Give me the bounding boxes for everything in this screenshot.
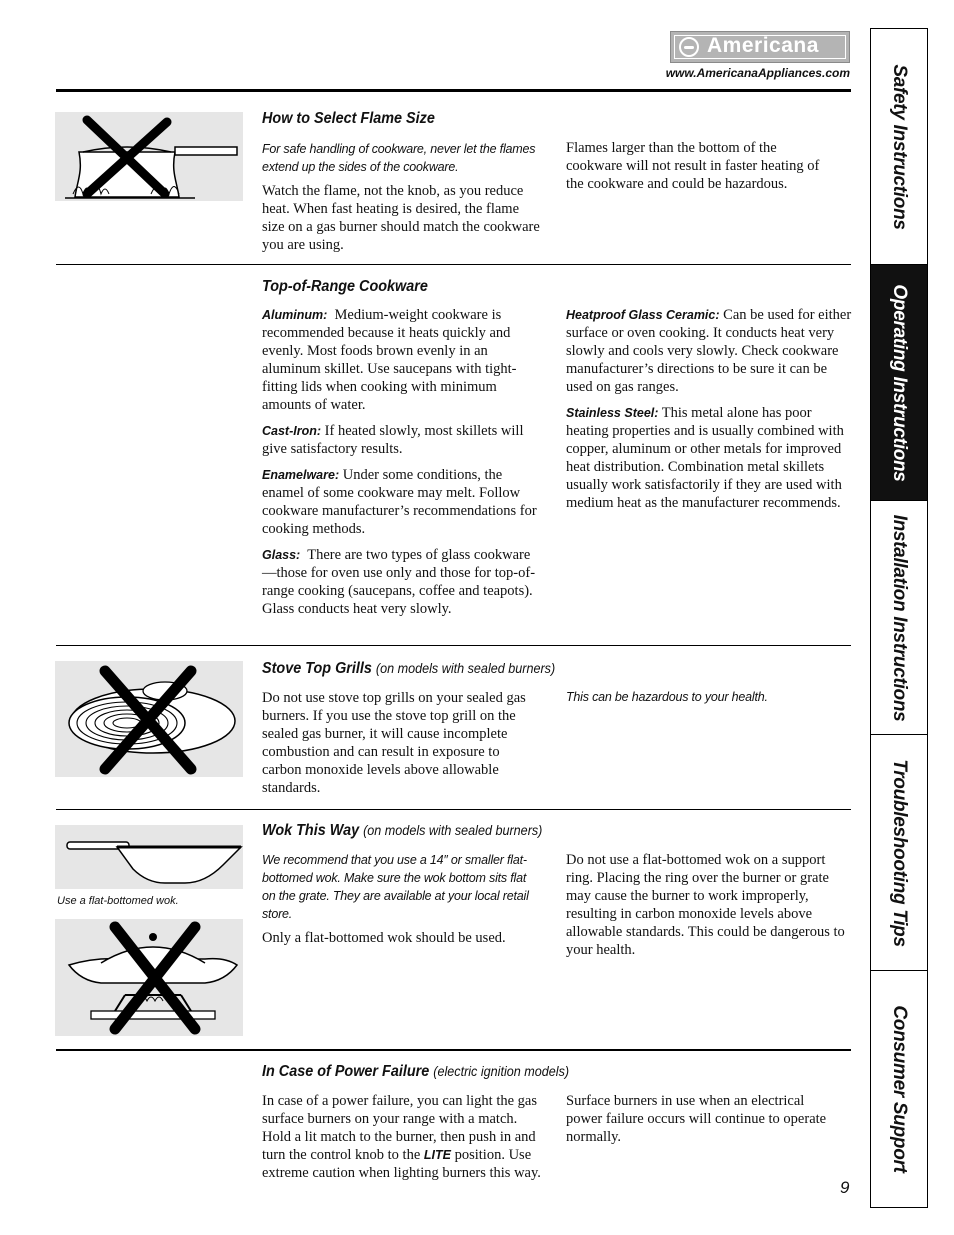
- power-para-1: In case of a power failure, you can light the gas surface burners on your range with a match. Hold a lit match to the burner, then push in and turn the control knob to the LITE position. Use extreme caution when lighting burners this way.: [262, 1093, 541, 1181]
- logo-text: Americana: [707, 34, 819, 57]
- cookware-cast-iron: Cast-Iron: If heated slowly, most skillets will give satisfactory results.: [262, 423, 524, 457]
- section-divider: [56, 645, 851, 646]
- header-rule: [56, 89, 851, 92]
- flame-para-1: Watch the flame, not the knob, as you reduce heat. When fast heating is desired, the flame size on a gas burner should match the cookware you are using.: [262, 183, 540, 253]
- cookware-glass: Glass: There are two types of glass cookware—those for oven use only and those for top-of-range cooking (saucepans, coffee and teapots). Glass conducts heat very slowly.: [262, 547, 536, 617]
- wok-left-column: [262, 851, 540, 947]
- page-number: 9: [840, 1178, 850, 1197]
- grills-para-2: This can be hazardous to your health.: [566, 690, 768, 704]
- wok-intro: We recommend that you use a 14″ or smaller flat-bottomed wok. Make sure the wok bottom sits flat on the grate. They are available at your local retail store.: [262, 853, 529, 921]
- tab-consumer-support[interactable]: Consumer Support: [889, 1005, 910, 1173]
- logo-emblem-icon: [679, 37, 699, 57]
- flame-left-column: [262, 140, 542, 254]
- brand-logo: [670, 31, 850, 63]
- section-divider: [56, 264, 851, 265]
- cookware-enamelware: Enamelware: Under some conditions, the enamel of some cookware may melt. Follow cookware manufacturer’s recommendations for cooking methods.: [262, 467, 537, 537]
- grill-illustration: [55, 661, 243, 777]
- tab-operating-instructions[interactable]: Operating Instructions: [871, 265, 927, 501]
- section-tabs: [870, 28, 928, 1208]
- section-title: In Case of Power Failure (electric ignition models): [262, 1063, 570, 1080]
- tab-installation-instructions[interactable]: Installation Instructions: [871, 501, 927, 735]
- wok-para-1: Only a flat-bottomed wok should be used.: [262, 930, 506, 946]
- wok-para-2: Do not use a flat-bottomed wok on a support ring. Placing the ring over the burner or grate may cause the burner to work improperly, resulting in carbon monoxide levels above allowable standards. This could be dangerous to your health.: [566, 852, 845, 958]
- tab-troubleshooting-tips[interactable]: Troubleshooting Tips: [871, 735, 927, 971]
- website-url[interactable]: www.AmericanaAppliances.com: [665, 66, 850, 80]
- power-para-2: Surface burners in use when an electrical power failure occurs will continue to operate normally.: [566, 1093, 827, 1145]
- cookware-right-column: [566, 306, 854, 520]
- section-title: How to Select Flame Size: [262, 110, 435, 127]
- cookware-left-column: [262, 306, 542, 626]
- flame-intro: For safe handling of cookware, never let the flames extend up the sides of the cookware.: [262, 142, 536, 174]
- grills-para-1: Do not use stove top grills on your sealed gas burners. If you use the stove top grill on the sealed gas burner, it will cause incomplete combustion and can result in exposure to carbon monoxide levels above allowable standards.: [262, 690, 526, 796]
- tab-safety-instructions[interactable]: Safety Instructions: [871, 29, 927, 265]
- wok-caption: Use a flat-bottomed wok.: [57, 895, 179, 907]
- wok-flat-bottom-illustration: [55, 825, 243, 889]
- flame-illustration: [55, 112, 243, 201]
- section-title: Top-of-Range Cookware: [262, 278, 428, 295]
- section-divider: [56, 1049, 851, 1051]
- section-title: Stove Top Grills (on models with sealed burners): [262, 660, 556, 677]
- section-title: Wok This Way (on models with sealed burners): [262, 822, 543, 839]
- cookware-stainless-steel: Stainless Steel: This metal alone has poor heating properties and is usually combined with copper, aluminum or other metals for improved heat distribution. Combination metal skillets usually work satisfactorily if they are used with medium heat as the manufacturer recommends.: [566, 405, 844, 511]
- cookware-aluminum: Aluminum: Medium-weight cookware is recommended because it heats quickly and evenly. Most foods brown evenly in an aluminum skillet. Use saucepans with tight-fitting lids when cooking with minimum amounts of water.: [262, 307, 517, 413]
- section-divider: [56, 809, 851, 810]
- cookware-glass-ceramic: Heatproof Glass Ceramic: Can be used for either surface or oven cooking. It conducts heat very slowly and cools very slowly. Check cookware manufacturer’s directions to be sure it can be used on gas ranges.: [566, 307, 852, 395]
- wok-support-ring-illustration: [55, 919, 243, 1036]
- flame-para-2: Flames larger than the bottom of the cookware will not result in faster heating of the cookware and could be hazardous.: [566, 140, 820, 192]
